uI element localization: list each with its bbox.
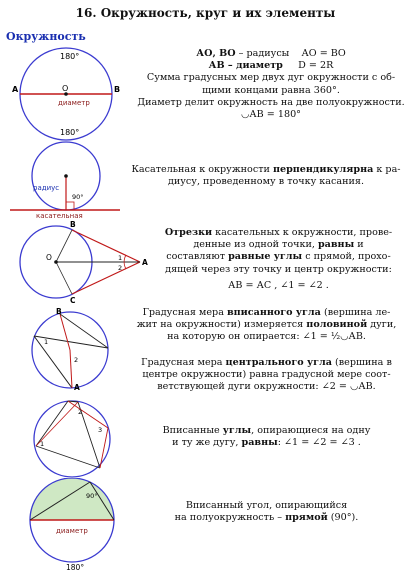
right-angle-label: 90° — [72, 193, 84, 201]
angle-2-label: 2 — [78, 408, 83, 416]
angle-1-label: 1 — [118, 254, 123, 262]
angle-2-label: 2 — [118, 264, 123, 272]
tangent-figure — [2, 140, 122, 222]
arc-bottom-label: 180° — [60, 128, 80, 137]
tangent-segments-figure — [18, 220, 150, 304]
tangent-text: Касательная к окружности перпендикулярна к ра- диусу, проведенному в точку касания. — [131, 164, 401, 188]
point-a-label: А — [74, 383, 80, 392]
point-b-label: В — [56, 307, 62, 316]
diameter-label: диаметр — [58, 99, 90, 107]
point-b-label: В — [114, 85, 121, 94]
equal-inscribed-figure — [28, 398, 118, 480]
angle-1-label: 1 — [40, 440, 45, 448]
tangent-segments-text: Отрезки касательных к окружности, прове- денные из одной точки, равны и составляют равные углы с прямой, прохо- дящей через эту точку и центр окружности: АВ = АС , ∠1 = ∠2 . — [164, 227, 393, 291]
tangent-label: касательная — [36, 212, 83, 220]
right-angle-label: 90° — [86, 492, 98, 500]
page-title: 16. Окружность, круг и их элементы — [75, 6, 336, 20]
angle-1-label: 1 — [44, 338, 49, 346]
point-a-label: А — [142, 258, 148, 267]
radius-diameter-text: АО, ВО – радиусы АО = ВО АВ – диаметр D = 2R Сумма градусных мер двух дуг окружности с об- щими концами равна 360°. Диаметр делит окружность на две полуокружности. ◡АВ = 180° — [137, 48, 405, 121]
angle-3-label: 3 — [98, 426, 103, 434]
radius-label: радиус — [33, 184, 60, 192]
circle-diameter-figure — [10, 45, 130, 145]
arc-top-label: 180° — [60, 52, 80, 61]
point-c-label: С — [70, 296, 76, 304]
center-label: О — [46, 253, 52, 262]
section-heading: Окружность — [6, 30, 86, 43]
point-a-label: А — [12, 85, 19, 94]
diameter-label: диаметр — [56, 527, 88, 535]
semicircle-angle-figure — [24, 478, 124, 574]
angle-2-label: 2 — [74, 356, 79, 364]
inscribed-angle-text: Градусная мера вписанного угла (вершина ле- жит на окружности) измеряется половиной дуги, на которую он опирается: ∠1 = ½◡АВ. — [136, 307, 397, 343]
central-angle-text: Градусная мера центрального угла (вершина в центре окружности) равна градусной мере соот- ветствующей дуги окружности: ∠2 = ◡АВ. — [141, 357, 392, 393]
semicircle-text: Вписанный угол, опирающийся на полуокружность – прямой (90°). — [174, 500, 359, 524]
center-label: О — [62, 84, 69, 93]
inscribed-central-figure — [26, 306, 126, 392]
point-b-label: В — [70, 220, 76, 229]
equal-inscribed-text: Вписанные углы, опирающиеся на одну и ту же дугу, равны: ∠1 = ∠2 = ∠3 . — [162, 425, 371, 449]
arc-bottom-label: 180° — [66, 563, 85, 572]
